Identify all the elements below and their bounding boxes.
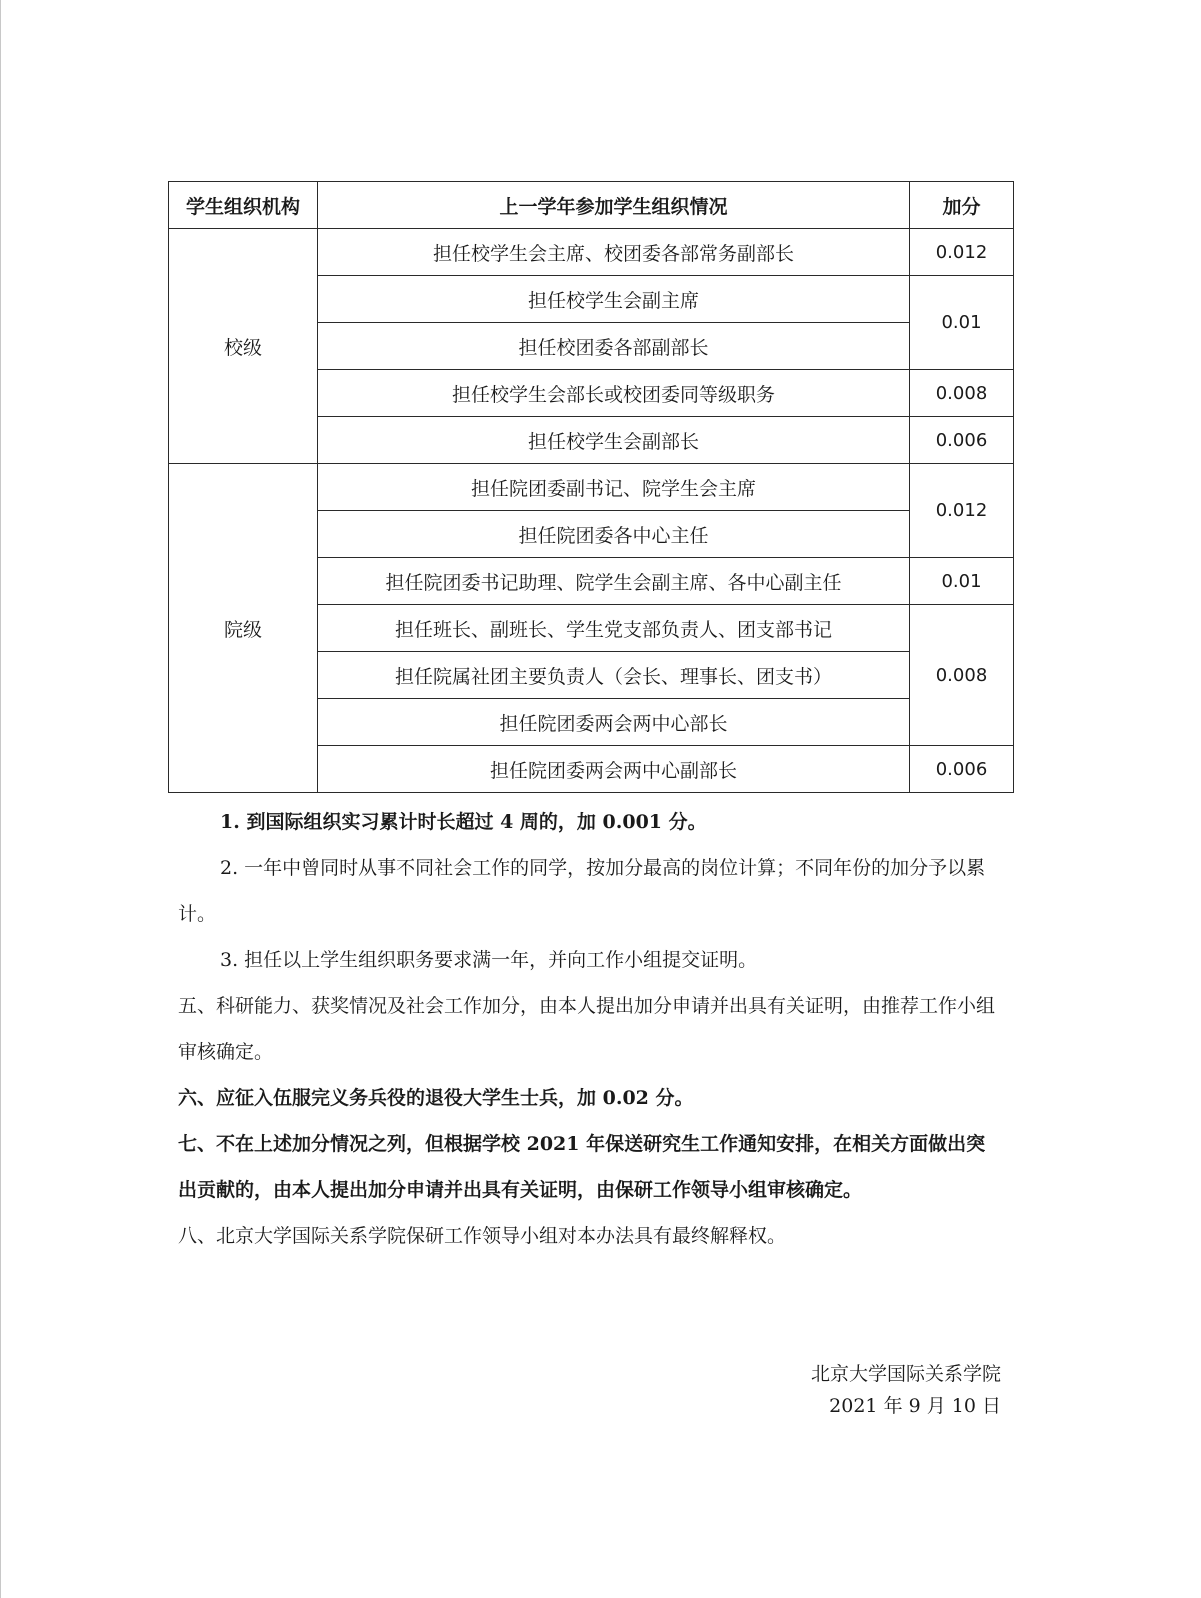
score-cell: 0.006: [910, 417, 1014, 464]
score-table: [168, 181, 1014, 793]
note-term-requirement: 3. 担任以上学生组织职务要求满一年，并向工作小组提交证明。: [220, 949, 758, 971]
group-school: 校级: [169, 229, 318, 464]
table-row: [169, 229, 1014, 276]
header-participation: 上一学年参加学生组织情况: [318, 182, 910, 229]
group-college: 院级: [169, 464, 318, 793]
page-edge: [0, 0, 1, 1598]
table-header-row: [169, 182, 1014, 229]
score-cell: 0.008: [910, 370, 1014, 417]
signature-date: 2021 年 9 月 10 日: [829, 1395, 1001, 1417]
section-eight: 八、北京大学国际关系学院保研工作领导小组对本办法具有最终解释权。: [178, 1225, 787, 1247]
score-cell: 0.01: [910, 558, 1014, 605]
row-label: 担任校学生会部长或校团委同等级职务: [318, 370, 910, 417]
row-label: 担任班长、副班长、学生党支部负责人、团支部书记: [318, 605, 910, 652]
score-cell: 0.012: [910, 229, 1014, 276]
section-seven: 七、不在上述加分情况之列，但根据学校 2021 年保送研究生工作通知安排，在相关方面做出突出贡献的，由本人提出加分申请并出具有关证明，由保研工作领导小组审核确定。: [178, 1133, 986, 1201]
row-label: 担任校团委各部副部长: [318, 323, 910, 370]
row-label: 担任院团委两会两中心副部长: [318, 746, 910, 793]
row-label: 担任院团委副书记、院学生会主席: [318, 464, 910, 511]
note-internship: 1. 到国际组织实习累计时长超过 4 周的，加 0.001 分。: [220, 811, 707, 833]
row-label: 担任校学生会副部长: [318, 417, 910, 464]
score-cell: 0.008: [910, 605, 1014, 746]
row-label: 担任院团委两会两中心部长: [318, 699, 910, 746]
section-six: 六、应征入伍服完义务兵役的退役大学生士兵，加 0.02 分。: [178, 1087, 694, 1109]
score-cell: 0.01: [910, 276, 1014, 370]
table-row: [169, 464, 1014, 511]
header-organization: 学生组织机构: [169, 182, 318, 229]
section-five: 五、科研能力、获奖情况及社会工作加分，由本人提出加分申请并出具有关证明，由推荐工作小组审核确定。: [178, 995, 996, 1063]
signature-org: 北京大学国际关系学院: [810, 1363, 1001, 1385]
header-score: 加分: [910, 182, 1014, 229]
row-label: 担任校学生会主席、校团委各部常务副部长: [318, 229, 910, 276]
row-label: 担任校学生会副主席: [318, 276, 910, 323]
row-label: 担任院属社团主要负责人（会长、理事长、团支书）: [318, 652, 910, 699]
score-cell: 0.006: [910, 746, 1014, 793]
row-label: 担任院团委书记助理、院学生会副主席、各中心副主任: [318, 558, 910, 605]
row-label: 担任院团委各中心主任: [318, 511, 910, 558]
score-cell: 0.012: [910, 464, 1014, 558]
note-multiple-roles: 2. 一年中曾同时从事不同社会工作的同学，按加分最高的岗位计算；不同年份的加分予以累计。: [178, 857, 986, 925]
